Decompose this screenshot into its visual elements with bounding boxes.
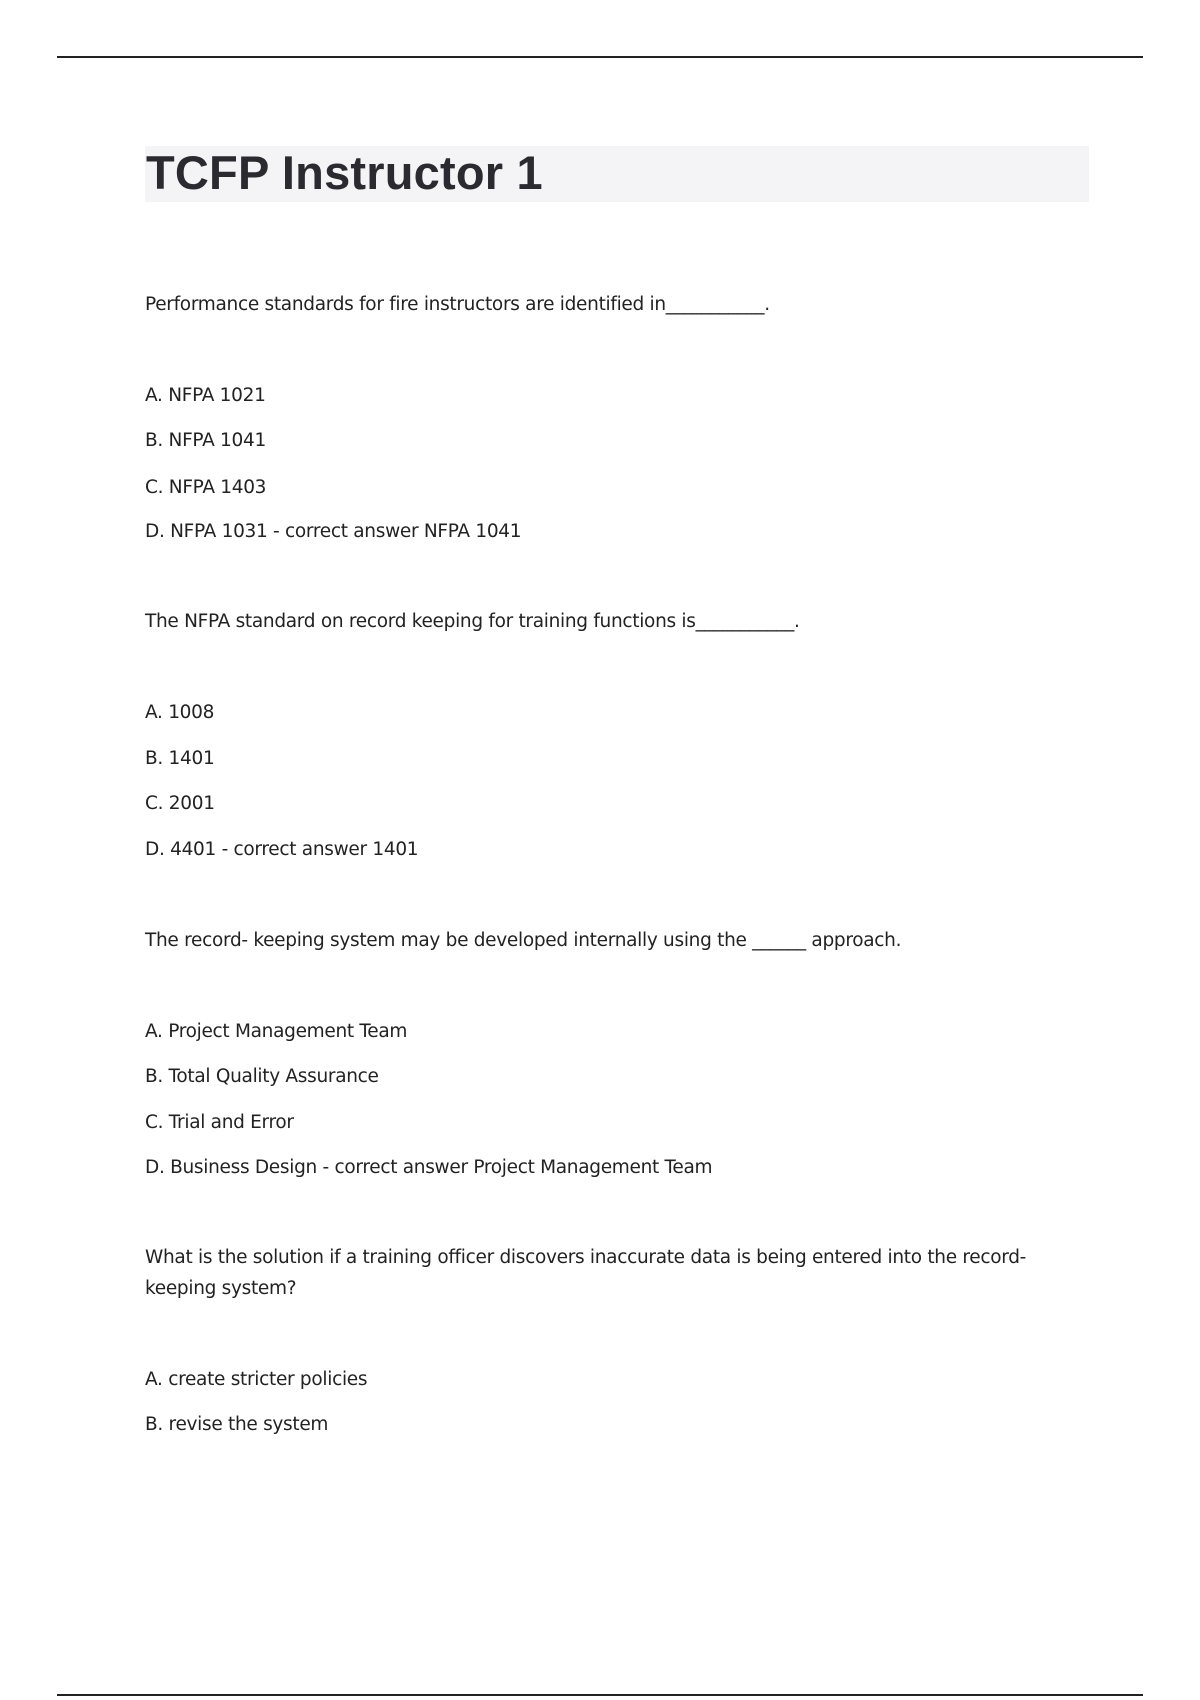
question-2-prompt: The NFPA standard on record keeping for training functions is___________. [145, 611, 800, 632]
bottom-rule [57, 1694, 1143, 1696]
top-rule [57, 56, 1143, 58]
question-3-option-d: D. Business Design - correct answer Project Management Team [145, 1157, 713, 1178]
question-4-option-b: B. revise the system [145, 1414, 329, 1435]
question-2-option-c: C. 2001 [145, 793, 215, 814]
question-1-option-c: C. NFPA 1403 [145, 477, 267, 498]
question-1-option-d: D. NFPA 1031 - correct answer NFPA 1041 [145, 521, 522, 542]
question-3-prompt: The record- keeping system may be developed internally using the ______ approach. [145, 930, 902, 951]
question-4-prompt-line-2: keeping system? [145, 1278, 297, 1299]
question-4-prompt-line-1: What is the solution if a training officer discovers inaccurate data is being entered into the record- [145, 1247, 1027, 1268]
question-2-option-b: B. 1401 [145, 748, 215, 769]
document-title: TCFP Instructor 1 [146, 146, 543, 199]
question-1-option-b: B. NFPA 1041 [145, 430, 266, 451]
question-2-option-a: A. 1008 [145, 702, 215, 723]
question-3-option-a: A. Project Management Team [145, 1021, 408, 1042]
question-1-option-a: A. NFPA 1021 [145, 385, 266, 406]
question-2-option-d: D. 4401 - correct answer 1401 [145, 839, 419, 860]
question-3-option-b: B. Total Quality Assurance [145, 1066, 379, 1087]
question-1-prompt: Performance standards for fire instructors are identified in___________. [145, 294, 770, 315]
question-3-option-c: C. Trial and Error [145, 1112, 294, 1133]
question-4-option-a: A. create stricter policies [145, 1369, 368, 1390]
